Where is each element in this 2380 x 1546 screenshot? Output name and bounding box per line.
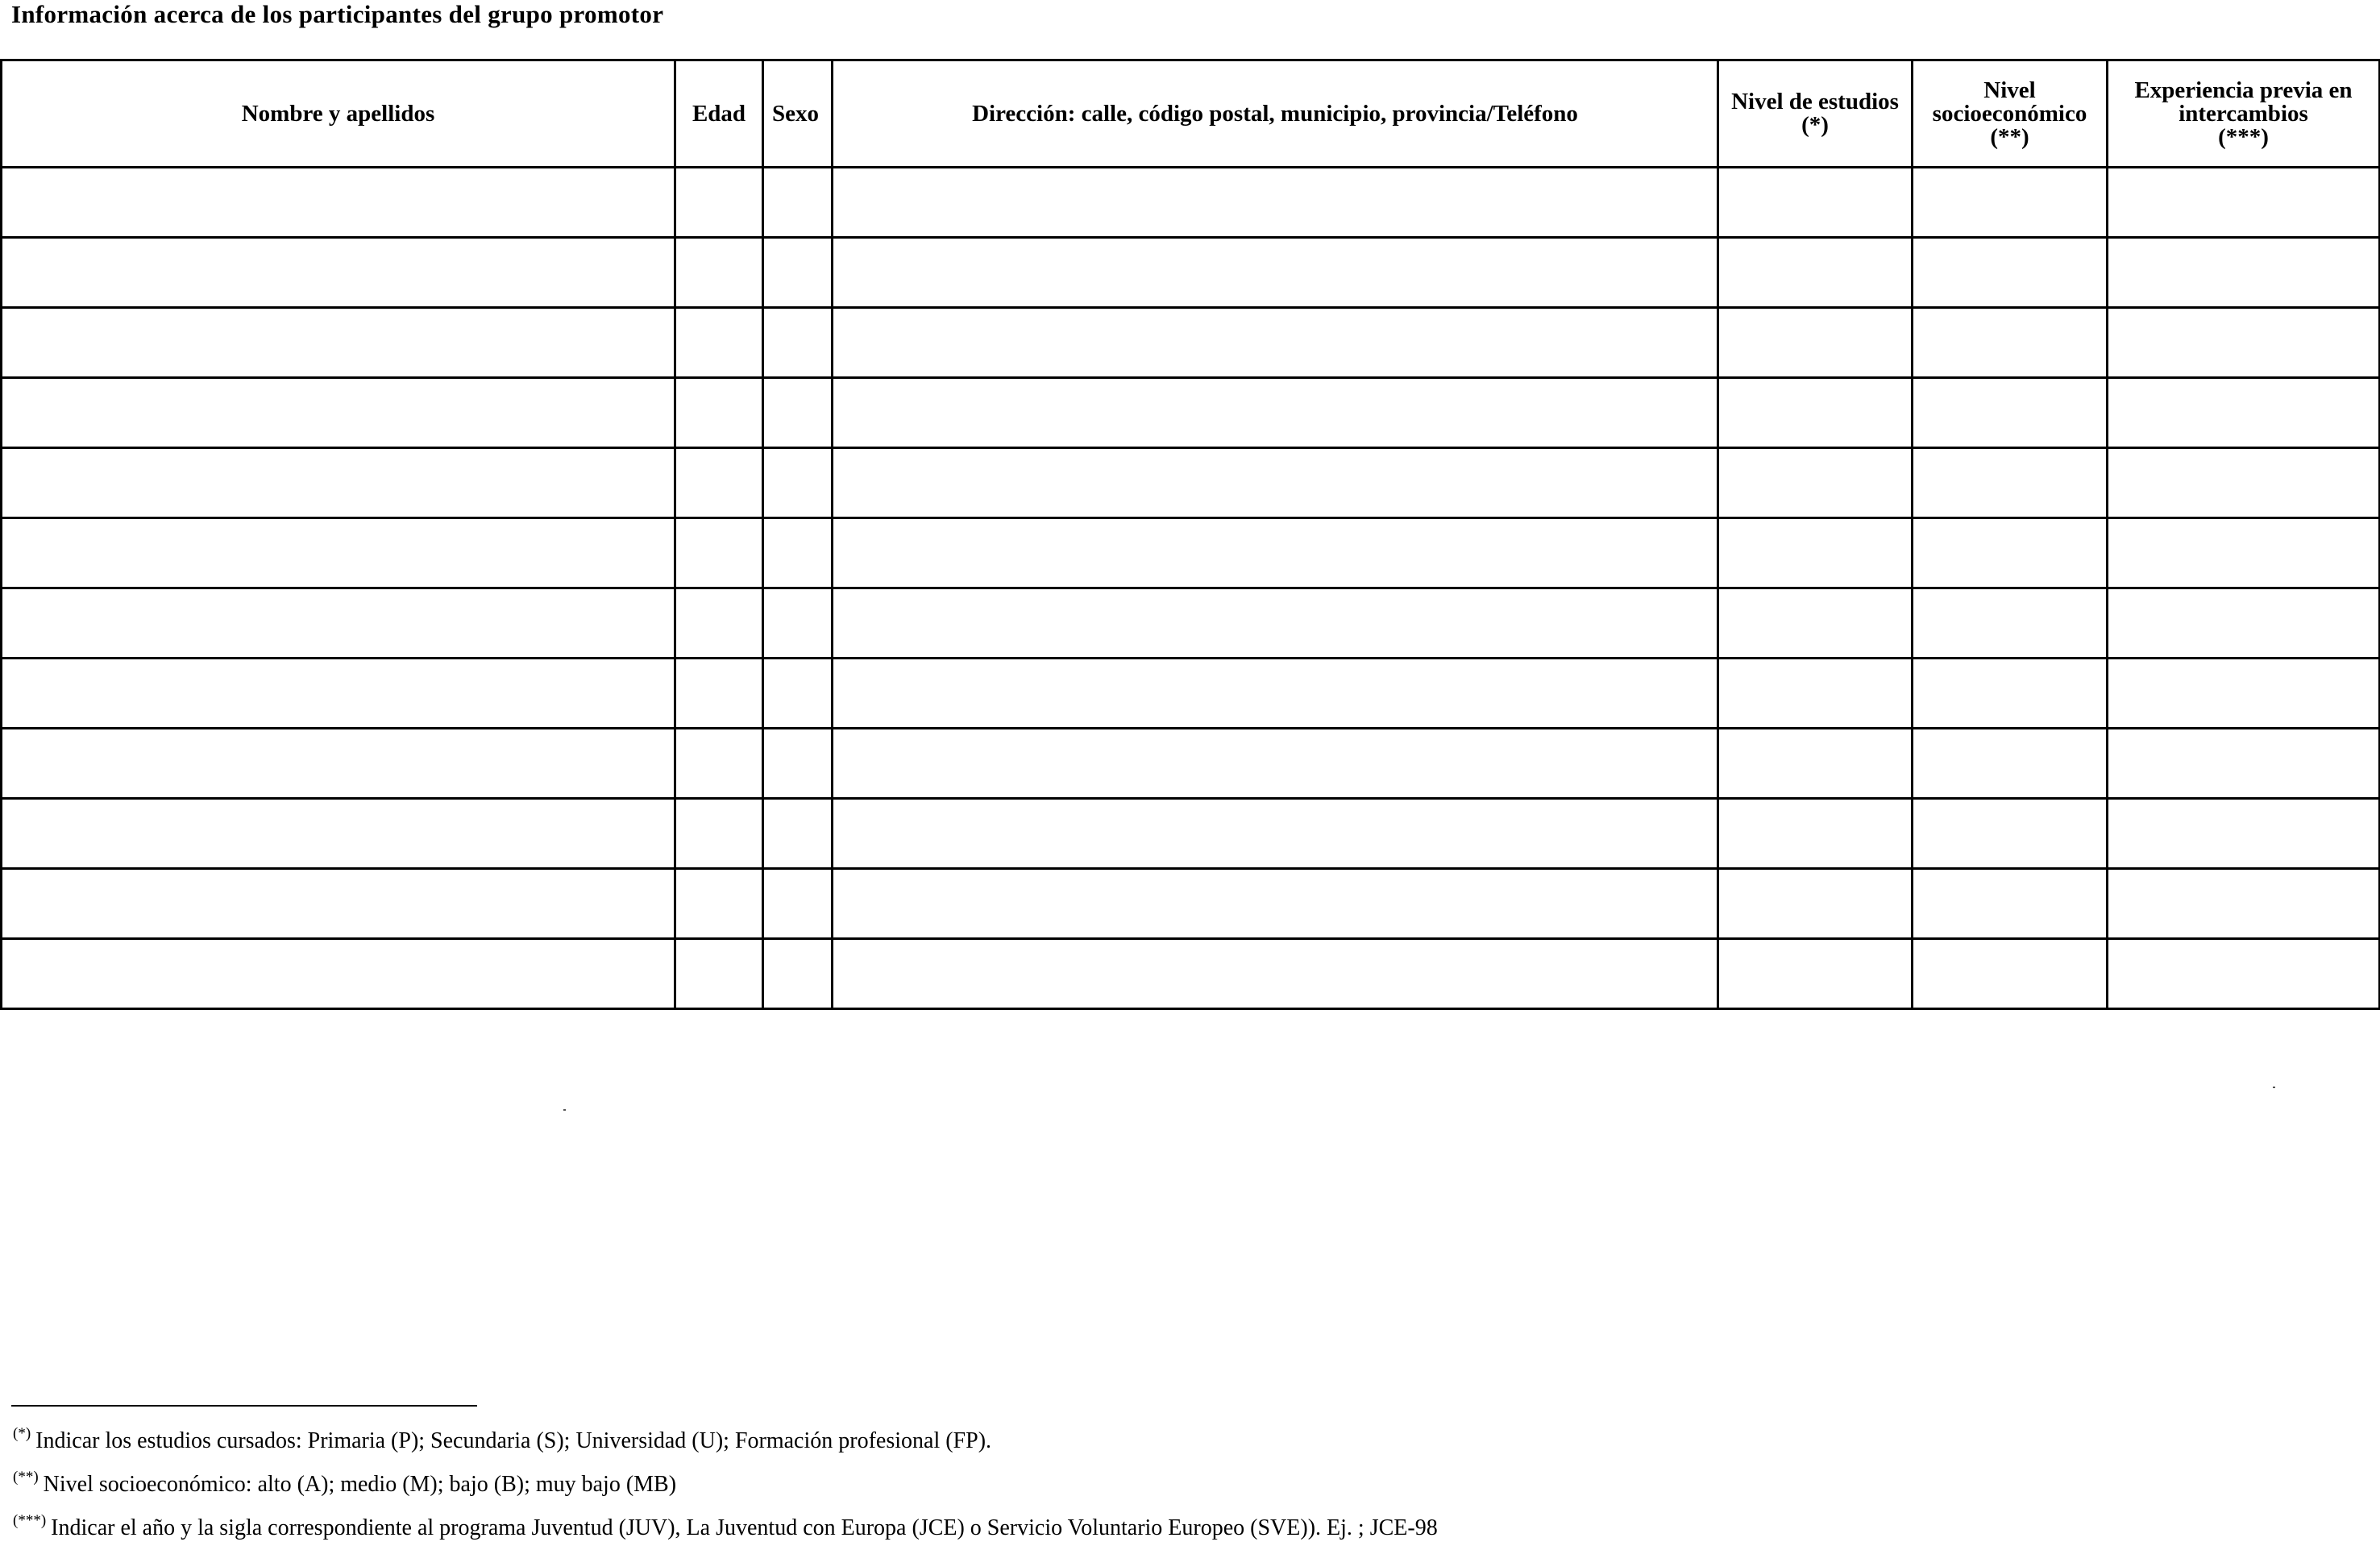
table-cell[interactable] [1718, 869, 1913, 939]
table-cell[interactable] [833, 939, 1718, 1009]
table-cell[interactable] [2108, 729, 2380, 799]
table-cell[interactable] [763, 448, 833, 518]
table-cell[interactable] [763, 168, 833, 238]
table-cell[interactable] [675, 659, 763, 729]
table-cell[interactable] [2108, 518, 2380, 588]
table-row [2, 518, 2380, 588]
header-education-level: Nivel de estudios (*) [1718, 60, 1913, 168]
table-row [2, 729, 2380, 799]
table-cell[interactable] [675, 518, 763, 588]
footnote-text: Nivel socioeconómico: alto (A); medio (M); bajo (B); muy bajo (MB) [43, 1472, 677, 1497]
table-cell[interactable] [2, 448, 675, 518]
table-cell[interactable] [763, 729, 833, 799]
table-cell[interactable] [2, 308, 675, 378]
table-cell[interactable] [675, 588, 763, 659]
table-cell[interactable] [2, 238, 675, 308]
table-cell[interactable] [833, 869, 1718, 939]
table-cell[interactable] [763, 238, 833, 308]
table-cell[interactable] [2, 869, 675, 939]
table-cell[interactable] [833, 799, 1718, 869]
header-age: Edad [675, 60, 763, 168]
table-cell[interactable] [1718, 799, 1913, 869]
table-cell[interactable] [1913, 518, 2108, 588]
table-row [2, 308, 2380, 378]
table-cell[interactable] [833, 448, 1718, 518]
table-cell[interactable] [833, 378, 1718, 448]
table-body [2, 168, 2380, 1009]
table-cell[interactable] [1913, 588, 2108, 659]
table-cell[interactable] [675, 238, 763, 308]
table-cell[interactable] [675, 168, 763, 238]
table-cell[interactable] [833, 588, 1718, 659]
table-row [2, 168, 2380, 238]
table-cell[interactable] [2108, 168, 2380, 238]
table-row [2, 799, 2380, 869]
footnotes [13, 1415, 1438, 1546]
table-cell[interactable] [763, 869, 833, 939]
table-cell[interactable] [2, 518, 675, 588]
scan-speck [2273, 1087, 2275, 1088]
participants-table [0, 59, 2380, 1010]
table-cell[interactable] [833, 659, 1718, 729]
table-cell[interactable] [1718, 378, 1913, 448]
footnote-text: Indicar los estudios cursados: Primaria (P); Secundaria (S); Universidad (U); Formación profesional (FP). [35, 1428, 992, 1453]
table-cell[interactable] [833, 518, 1718, 588]
page-title: Información acerca de los participantes del grupo promotor [11, 0, 664, 28]
scan-speck [563, 1109, 566, 1111]
table-row [2, 448, 2380, 518]
footnote-marker: (***) [13, 1512, 47, 1529]
table-cell[interactable] [2, 378, 675, 448]
table-cell[interactable] [833, 238, 1718, 308]
table-cell[interactable] [675, 869, 763, 939]
table-cell[interactable] [2108, 799, 2380, 869]
table-cell[interactable] [1718, 308, 1913, 378]
table-cell[interactable] [2108, 238, 2380, 308]
table-cell[interactable] [2, 659, 675, 729]
table-cell[interactable] [2108, 939, 2380, 1009]
table-cell[interactable] [675, 729, 763, 799]
header-address: Dirección: calle, código postal, municipio, provincia/Teléfono [833, 60, 1718, 168]
table-cell[interactable] [763, 308, 833, 378]
table-cell[interactable] [675, 448, 763, 518]
table-cell[interactable] [1913, 448, 2108, 518]
table-cell[interactable] [763, 659, 833, 729]
table-cell[interactable] [2108, 448, 2380, 518]
table-cell[interactable] [1913, 378, 2108, 448]
header-marker: (***) [2218, 123, 2269, 150]
table-cell[interactable] [2108, 659, 2380, 729]
header-sex: Sexo [763, 60, 833, 168]
table-cell[interactable] [1718, 238, 1913, 308]
table-row [2, 588, 2380, 659]
table-cell[interactable] [2108, 378, 2380, 448]
table-cell[interactable] [1718, 659, 1913, 729]
table-cell[interactable] [1913, 238, 2108, 308]
footnote-separator [11, 1405, 477, 1407]
table-cell[interactable] [2, 588, 675, 659]
table-row [2, 659, 2380, 729]
header-marker: (*) [1801, 112, 1829, 138]
table-cell[interactable] [763, 939, 833, 1009]
footnote-1 [13, 1415, 1438, 1459]
table-cell[interactable] [763, 518, 833, 588]
table-cell[interactable] [1913, 729, 2108, 799]
table-cell[interactable] [1718, 448, 1913, 518]
table-cell[interactable] [2, 939, 675, 1009]
footnote-marker: (*) [13, 1425, 31, 1442]
header-name: Nombre y apellidos [2, 60, 675, 168]
header-previous-experience: Experiencia previa en intercambios (***) [2108, 60, 2380, 168]
table-cell[interactable] [1913, 659, 2108, 729]
table-cell[interactable] [2108, 308, 2380, 378]
table-cell[interactable] [763, 378, 833, 448]
table-cell[interactable] [2108, 869, 2380, 939]
table-cell[interactable] [763, 799, 833, 869]
table-header-row [2, 60, 2380, 168]
table-row [2, 238, 2380, 308]
table-cell[interactable] [763, 588, 833, 659]
table-cell[interactable] [1913, 939, 2108, 1009]
table-cell[interactable] [675, 939, 763, 1009]
header-marker: (**) [1990, 123, 2029, 150]
footnote-text: Indicar el año y la sigla correspondiente al programa Juventud (JUV), La Juventud con Europa (JCE) o Servicio Voluntario Europeo (SVE)). Ej. ; JCE-98 [51, 1515, 1438, 1540]
footnote-2 [13, 1459, 1438, 1502]
table-row [2, 378, 2380, 448]
table-cell[interactable] [1913, 799, 2108, 869]
table-cell[interactable] [1718, 729, 1913, 799]
table-cell[interactable] [833, 729, 1718, 799]
table-cell[interactable] [1718, 588, 1913, 659]
table-row [2, 939, 2380, 1009]
table-cell[interactable] [1718, 168, 1913, 238]
table-cell[interactable] [675, 378, 763, 448]
table-cell[interactable] [1718, 939, 1913, 1009]
header-socioeconomic-level: Nivel socioeconómico (**) [1913, 60, 2108, 168]
table-row [2, 869, 2380, 939]
table-cell[interactable] [1718, 518, 1913, 588]
table-cell[interactable] [833, 308, 1718, 378]
table-cell[interactable] [1913, 308, 2108, 378]
table-cell[interactable] [2, 729, 675, 799]
footnote-3 [13, 1502, 1438, 1546]
table-cell[interactable] [1913, 168, 2108, 238]
table-cell[interactable] [2, 799, 675, 869]
table-cell[interactable] [675, 308, 763, 378]
table-cell[interactable] [1913, 869, 2108, 939]
table-cell[interactable] [833, 168, 1718, 238]
footnote-marker: (**) [13, 1469, 39, 1486]
table-cell[interactable] [675, 799, 763, 869]
table-cell[interactable] [2, 168, 675, 238]
table-cell[interactable] [2108, 588, 2380, 659]
